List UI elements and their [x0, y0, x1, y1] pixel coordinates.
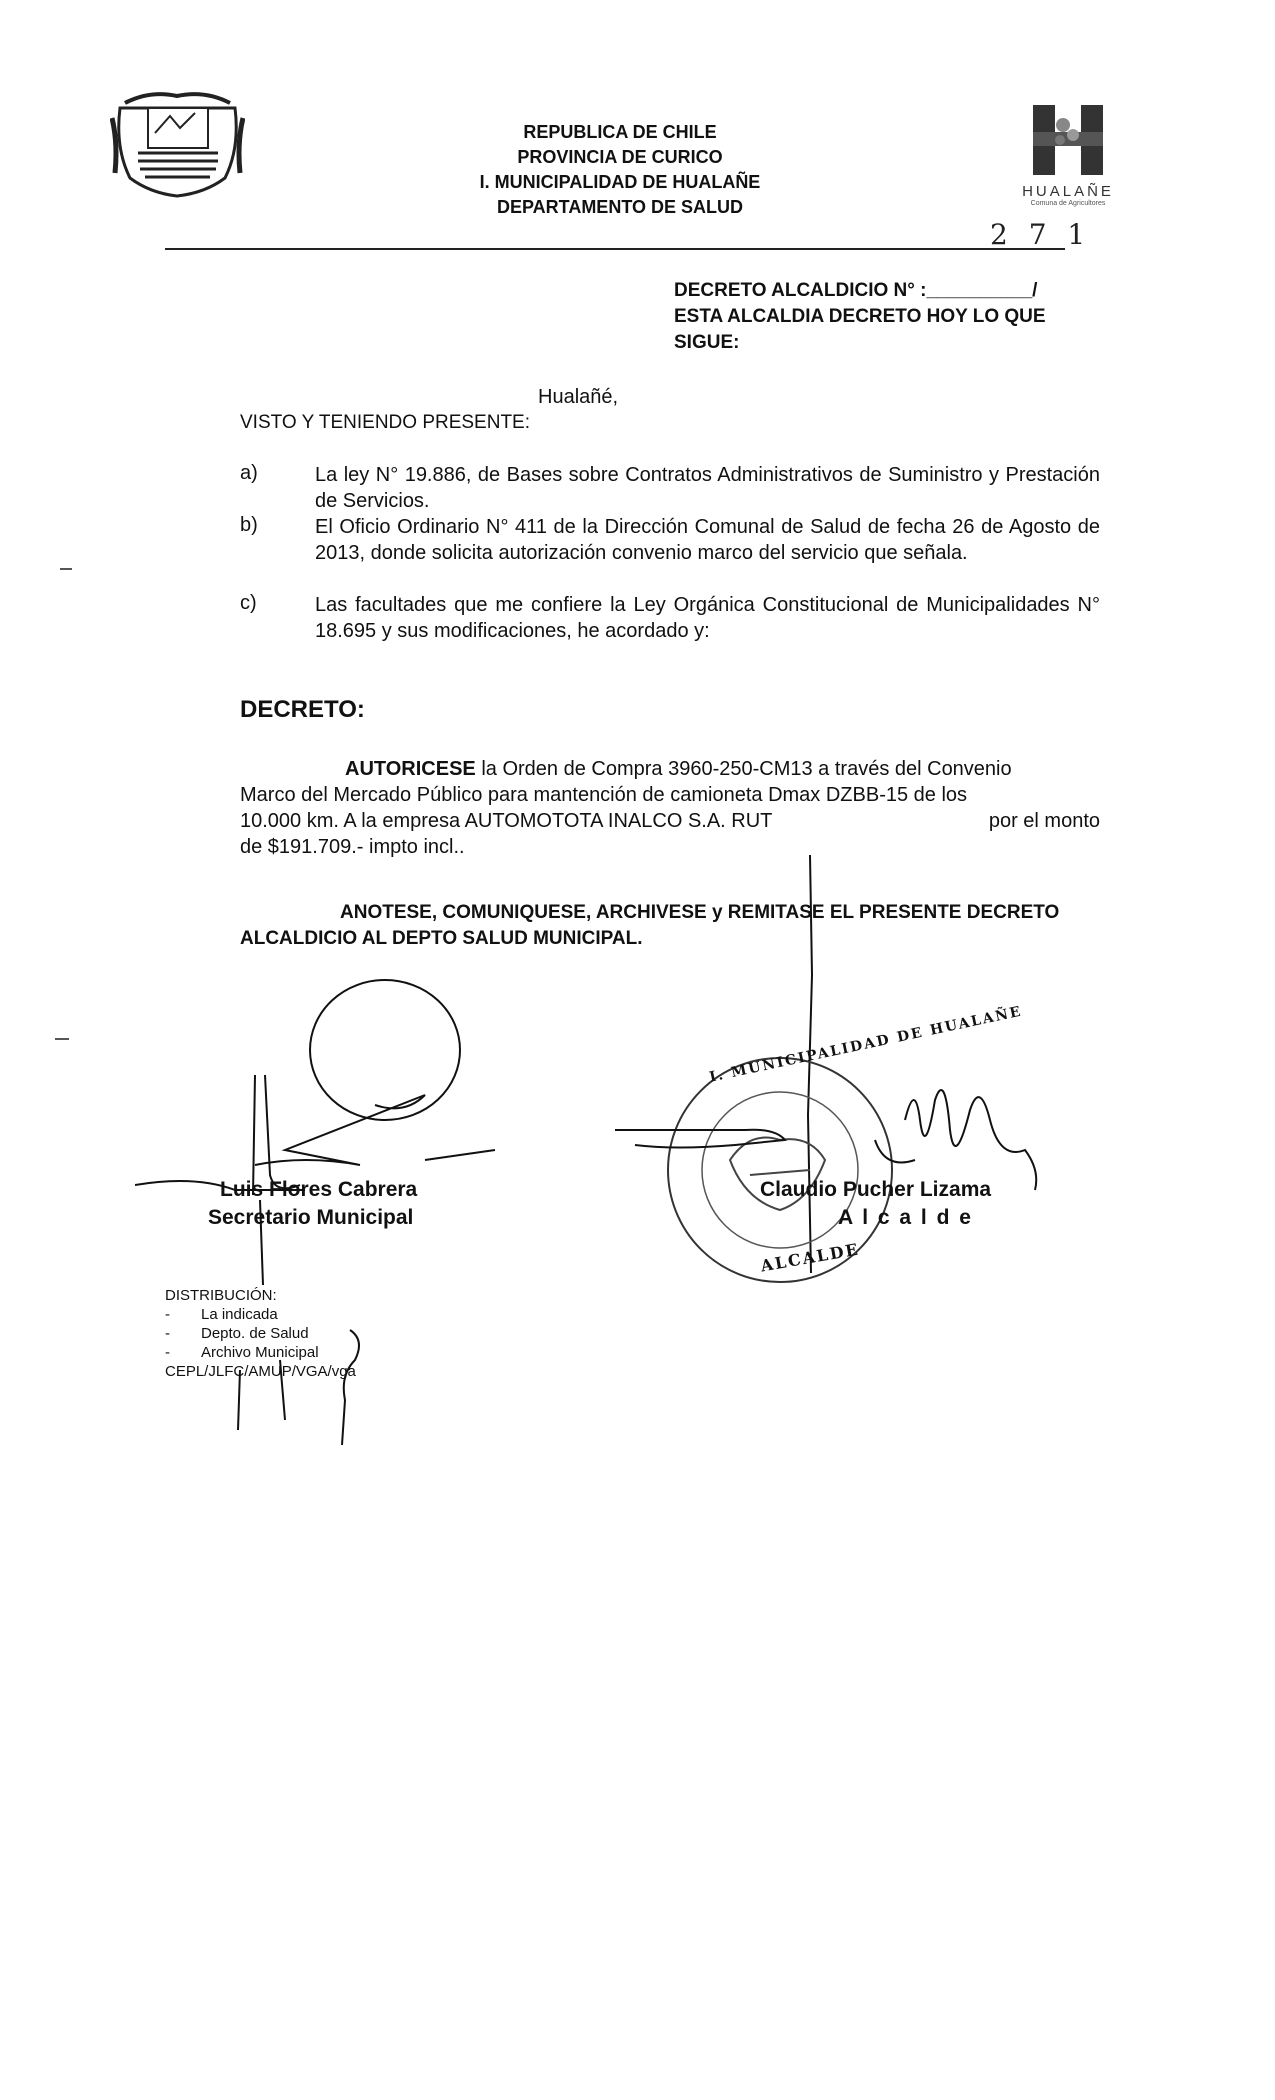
logo-subtext: Comuna de Agricultores: [1030, 200, 1106, 207]
decree-heading: [674, 278, 1046, 356]
visto-item-letter: c): [240, 592, 257, 614]
visto-title: VISTO Y TENIENDO PRESENTE:: [240, 412, 531, 433]
stamp-text-bottom: ALCALDE: [759, 1239, 862, 1276]
visto-item-text: La ley N° 19.886, de Bases sobre Contratos Administrativos de Suministro y Prestación de Servicios.: [315, 464, 1100, 512]
margin-mark: [60, 568, 72, 570]
distribution-item: - Depto. de Salud: [165, 1325, 309, 1342]
decree-heading-line-1: DECRETO ALCALDICIO N° :__________/: [674, 280, 1038, 301]
closing-line-2: ALCALDICIO AL DEPTO SALUD MUNICIPAL.: [240, 928, 643, 949]
decreto-body: [240, 756, 1100, 860]
decreto-line-3: [240, 808, 1100, 834]
signature-right-title: A l c a l d e: [838, 1206, 973, 1229]
document-header: [400, 120, 840, 220]
distribution-title: DISTRIBUCIÓN:: [165, 1287, 277, 1304]
signature-left-name: Luis Flores Cabrera: [220, 1178, 418, 1201]
decreto-line-1-text: la Orden de Compra 3960-250-CM13 a través del Convenio: [481, 758, 1012, 780]
decreto-title: DECRETO:: [240, 696, 365, 723]
decreto-line-3-right: por el monto: [988, 810, 1100, 832]
hualane-logo: [1008, 100, 1128, 210]
decree-heading-line-3: SIGUE:: [674, 332, 740, 353]
coat-of-arms-logo: [110, 88, 245, 198]
closing-line-1: ANOTESE, COMUNIQUESE, ARCHIVESE y REMITASE EL PRESENTE DECRETO: [340, 902, 1060, 923]
header-line-3: I. MUNICIPALIDAD DE HUALAÑE: [479, 172, 761, 192]
decree-heading-line-2: ESTA ALCALDIA DECRETO HOY LO QUE: [674, 306, 1046, 327]
distribution-initials: CEPL/JLFC/AMUP/VGA/vga: [165, 1363, 356, 1380]
place-date: Hualañé,: [538, 386, 619, 408]
header-line-1: REPUBLICA DE CHILE: [523, 122, 717, 142]
visto-item-b: [240, 514, 1100, 566]
signature-right-name: Claudio Pucher Lizama: [760, 1178, 992, 1201]
header-line-2: PROVINCIA DE CURICO: [517, 147, 723, 167]
signature-left-title: Secretario Municipal: [208, 1206, 414, 1229]
logo-text: HUALAÑE: [1022, 183, 1114, 200]
distribution-item: - Archivo Municipal: [165, 1344, 319, 1361]
header-rule: [165, 248, 1065, 250]
signature-left: [135, 965, 505, 1305]
visto-item-c: [240, 592, 1100, 644]
visto-item-text: El Oficio Ordinario N° 411 de la Dirección Comunal de Salud de fecha 26 de Agosto de 2013, donde solicita autorización convenio marco del servicio que señala.: [315, 516, 1100, 564]
decree-number-handwritten: 2 7 1: [990, 218, 1092, 251]
visto-item-letter: a): [240, 462, 258, 484]
decreto-line-1: [240, 756, 1100, 782]
visto-item-text: Las facultades que me confiere la Ley Orgánica Constitucional de Municipalidades N° 18.695 y sus modificaciones, he acordado y:: [315, 594, 1100, 642]
header-line-4: DEPARTAMENTO DE SALUD: [496, 197, 743, 217]
initials-scribble: [220, 1320, 380, 1450]
closing-text: [240, 900, 1100, 952]
decreto-line-2: Marco del Mercado Público para mantención de camioneta Dmax DZBB-15 de los: [240, 784, 968, 806]
distribution-item: - La indicada: [165, 1306, 278, 1323]
visto-item-a: [240, 462, 1100, 514]
decreto-keyword: AUTORICESE: [345, 758, 476, 780]
decreto-line-4: de $191.709.- impto incl..: [240, 836, 465, 858]
visto-item-letter: b): [240, 514, 258, 536]
stamp-text-top: I. MUNICIPALIDAD DE HUALAÑE: [708, 1003, 1024, 1086]
margin-mark: [55, 1038, 69, 1040]
decreto-line-3-left: 10.000 km. A la empresa AUTOMOTOTA INALCO S.A. RUT: [240, 810, 773, 832]
